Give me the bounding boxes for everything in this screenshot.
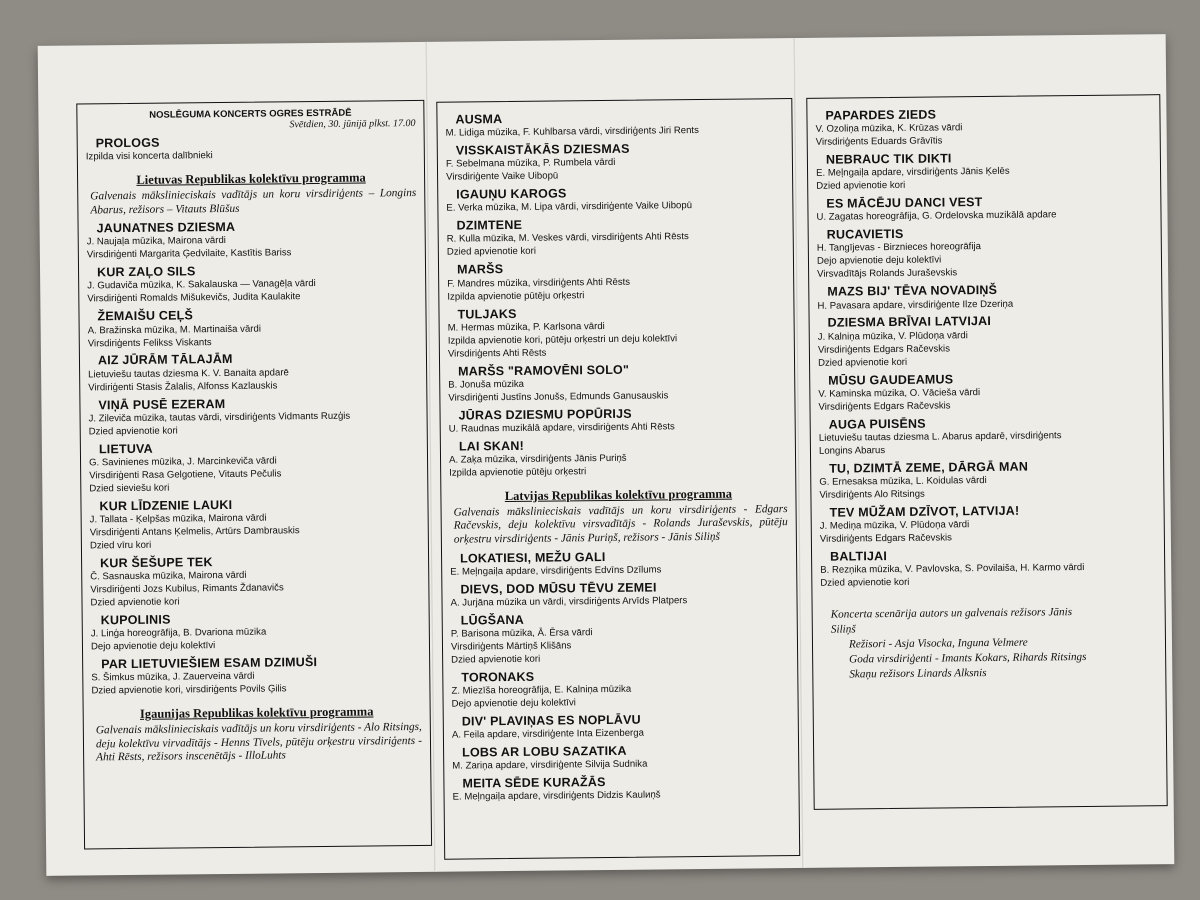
- song-credit-line: M. Hermas mūzika, P. Karlsona vārdi: [447, 320, 605, 334]
- song-credit-line: Izpilda apvienotie pūtēju orķestri: [447, 289, 585, 303]
- song-credit-line: Dzied vīru kori: [89, 539, 152, 552]
- song-credit-line: S. Šimkus mūzika, J. Zauerveina vārdi: [91, 670, 255, 684]
- credit-line: Siliņš: [830, 623, 856, 636]
- program-leaflet: [38, 34, 1175, 876]
- song-credit-line: Lietuviešu tautas dziesma L. Abarus apdarē, virsdiriģents: [818, 430, 1062, 444]
- song-title: KUR ŠEŠUPE TEK: [100, 554, 213, 571]
- song-credit-line: F. Mandres mūzika, virsdiriģents Ahti Rēsts: [447, 276, 631, 290]
- panel-middle: [436, 98, 800, 860]
- song-credit-line: Virsdiriģents Mārtiņš Klišāns: [450, 640, 572, 653]
- section-heading: Lietuvas Republikas kolektīvu programma: [136, 170, 366, 188]
- song-credit-line: U. Zagatas horeogrāfija, G. Ordelovska muzikālā apdare: [816, 209, 1057, 224]
- song-credit-line: Dejo apvienotie deju kolektīvi: [816, 254, 942, 268]
- song-credit-line: P. Barisona mūzika, Ā. Ērsa vārdi: [450, 627, 593, 640]
- song-credit-line: J. Naujaļa mūzika, Maironа vārdi: [86, 235, 226, 248]
- song-credit-line: E. Meļngaiļa apdare, virsdiriģents Didzis Kaulиņš: [452, 789, 661, 803]
- song-title: MAZS BIJ' TĒVA NOVADIŅŠ: [827, 283, 998, 300]
- song-credit-line: Virsdiriģenti Jozs Kubilus, Rimants Ždanavičs: [90, 582, 284, 596]
- song-credit-line: Virsdiriģenti Margarita Ģedvilaite, Kastītis Bariss: [86, 247, 292, 261]
- program-list: [815, 106, 1156, 590]
- song-credit-line: J. Kalniņa mūzika, V. Plūdoņa vārdi: [817, 329, 968, 343]
- song-credit-line: Virsdiriģents Edgars Račevskis: [818, 400, 951, 413]
- song-credit-line: B. Jonuša mūzika: [448, 378, 525, 391]
- song-title: MEITA SĒDE KURAŽĀS: [462, 775, 606, 791]
- song-credit-line: Z. Miezīša horeogrāfija, E. Kalniņa mūzika: [451, 683, 632, 697]
- song-credit-line: Longins Abarus: [818, 444, 886, 457]
- song-credit-line: J. Zilevičа mūzika, tautas vārdi, virsdiriģents Vidmants Ruzģis: [88, 410, 351, 425]
- song-credit-line: H. Pavasara apdare, virsdiriģente Ilze Dzeriņa: [817, 298, 1014, 312]
- song-title: NEBRAUC TIK DIKTI: [825, 151, 952, 167]
- section-description: Galvenais mākslinieciskais vadītājs un koru virsdiriģents – Longins Abarus, režisors – Vitauts Blūšus: [90, 187, 417, 217]
- song-credit-line: J. Linģa horeogrāfija, B. Dvariona mūzika: [90, 626, 267, 640]
- song-credit-line: M. Zariņa apdare, virsdiriģente Silvija Sudnika: [452, 758, 648, 772]
- song-credit-line: Dejo apvienotie deju kolektīvi: [90, 640, 216, 653]
- credits: [821, 604, 1158, 683]
- song-credit-line: Virdiriģenti Stasis Žalalis, Alfonss Kazlauskis: [88, 380, 278, 394]
- song-credit-line: Virsdiriģents Eduards Grāvītis: [815, 135, 943, 148]
- song-credit-line: B. Rezņika mūzika, V. Pavlovska, S. Povilaiša, H. Karmo vārdi: [820, 562, 1085, 576]
- song-title: TORONAKS: [461, 669, 535, 685]
- song-credit-line: Dzied apvienotie kori: [446, 246, 536, 259]
- song-credit-line: Č. Sasnauska mūzika, Maironа vārdi: [90, 569, 247, 583]
- panel-right: [806, 94, 1167, 810]
- song-title: BALTIJAI: [830, 549, 888, 564]
- section-description: Galvenais mākslinieciskais vadītājs un koru virsdiriģents - Alo Ritsings, deju kolektīvu virvadītājs - Henns Tīvels, pūtēju orķestru virsdiriģents - Ahti Rēsts, režisors inscenētājs - IlloLuhts: [95, 721, 423, 764]
- song-credit-line: Virsvadītājs Rolands Juraševskis: [817, 267, 958, 281]
- song-credit-line: A. Bražinska mūzika, M. Martinaiša vārdi: [87, 323, 261, 336]
- song-title: LOBS AR LOBU SAZATIKA: [462, 743, 627, 760]
- song-credit-line: G. Savinienes mūzika, J. Marcinkeviča vārdi: [88, 455, 277, 469]
- song-title: DZIMTENE: [456, 218, 523, 233]
- song-credit-line: Virsdiriģents Edgars Račevskis: [817, 342, 951, 356]
- song-credit-line: A. Jurjāna mūzika un vārdi, virsdiriģents Arvīds Platpers: [450, 594, 688, 609]
- section-description: Galvenais mākslinieciskais vadītājs un koru virsdiriģents - Edgars Račevskis, deju kolektīvu virsvadītājs - Rolands Juraševskis, pūtēju orķestru virsdiriģents - Jānis Puriņš, režisors - Jānis Siliņš: [453, 502, 788, 546]
- credit-line: Režisori - Asja Visocka, Inguna Velmere: [848, 636, 1028, 651]
- song-credit-line: H. Tangījevas - Birznieces horeogrāfija: [816, 241, 981, 255]
- song-credit-line: R. Kulla mūzika, M. Veskes vārdi, virsdiriģents Ahti Rēsts: [446, 231, 689, 246]
- song-title: ŽEMAIŠU CEĻŠ: [97, 308, 194, 324]
- song-credit-line: Virsdiriģents Alo Ritsings: [819, 488, 925, 501]
- song-credit-line: Izpilda visi koncerta dalībnieki: [85, 150, 213, 163]
- song-title: LOKATIESI, MEŽU GALI: [459, 549, 606, 566]
- song-title: MŪSU GAUDEAMUS: [828, 371, 954, 388]
- song-credit-line: Lietuviešu tautas dziesma K. V. Banaita apdarē: [88, 366, 289, 381]
- song-credit-line: Virsdiriģente Vaike Uiboрū: [446, 170, 559, 183]
- song-credit-line: Izpilda apvienotie kori, pūtēju orķestri un deju kolektīvi: [447, 332, 678, 347]
- song-credit-line: Dzied apvienotie kori: [817, 356, 908, 369]
- song-title: LŪGŠANA: [460, 612, 525, 628]
- song-title: KUPOLINIS: [100, 612, 171, 628]
- song-credit-line: Izpilda apvienotie pūtēju orķestri: [449, 466, 587, 479]
- section-heading: Latvijas Republikas kolektīvu programma: [504, 486, 733, 503]
- song-credit-line: E. Meļngaiļa apdare, virsdiriģents Edvīns Dzīlums: [450, 564, 662, 578]
- program-list: [445, 110, 790, 804]
- song-title: AUGA PUISĒNS: [828, 416, 926, 432]
- song-credit-line: Dzied apvienotie kori: [90, 596, 180, 609]
- song-title: TULJAKS: [457, 306, 517, 322]
- song-title: PAR LIETUVIEŠIEM ESAM DZIMUŠI: [101, 655, 318, 672]
- song-credit-line: Dzied apvienotie kori, virsdiriģents Povils Ģilis: [91, 683, 287, 697]
- song-credit-line: J. Tallata - Ķelpšas mūzika, Maironа vārdi: [89, 512, 267, 526]
- song-credit-line: J. Mediņa mūzika, V. Plūdoņa vārdi: [819, 519, 970, 532]
- concert-header: NOSLĒGUMA KONCERTS OGRES ESTRĀDĒ: [149, 107, 352, 121]
- song-credit-line: A. Zaķa mūzika, virsdiriģents Jānis Puriņš: [448, 452, 627, 466]
- song-title: AIZ JŪRĀM TĀLAJĀM: [97, 352, 233, 368]
- song-title: TU, DZIMTĀ ZEME, DĀRGĀ MAN: [829, 459, 1029, 476]
- song-credit-line: Virsdiriģents Ahti Rēsts: [447, 347, 547, 360]
- song-title: JŪRAS DZIESMU POPŪRIJS: [458, 406, 632, 423]
- song-credit-line: Virsdiriģenti Antans Ķelmelis, Artūrs Dambrauskis: [89, 525, 300, 539]
- song-title: RUCAVIETIS: [826, 227, 904, 242]
- program-list: [86, 134, 423, 765]
- song-credit-line: Dzied apvienotie kori: [820, 576, 910, 589]
- song-credit-line: V. Kaminska mūzika, O. Vācieša vārdi: [818, 386, 981, 400]
- song-credit-line: Virsdiriģenti Romalds Mišukevičs, Judita Kaulakite: [87, 291, 301, 305]
- song-credit-line: Dzied sieviešu kori: [89, 482, 170, 495]
- song-credit-line: Dejo apvienotie deju kolektīvi: [451, 697, 576, 710]
- song-title: LAI SKAN!: [458, 438, 524, 454]
- credit-line: Goda virsdiriģenti - Imants Kokars, Rihards Ritsings: [849, 651, 1087, 666]
- song-title: VISSKAISTĀKĀS DZIESMAS: [455, 141, 630, 158]
- song-credit-line: Dzied apvienotie kori: [451, 653, 541, 666]
- song-title: DIV' PLAVIŅAS ES NOPLĀVU: [461, 712, 641, 729]
- song-title: KUR ZAĻO SILS: [96, 264, 196, 280]
- song-credit-line: V. Ozoliņa mūzika, K. Krūzas vārdi: [815, 122, 963, 135]
- song-credit-line: J. Gudavičа mūzika, K. Sakalauska — Vanagēļa vārdi: [87, 278, 316, 292]
- panel-left: [76, 100, 432, 850]
- section-heading: Igaunijas Republikas kolektīvu programma: [139, 704, 374, 721]
- song-title: PROLOGS: [95, 135, 160, 151]
- song-title: LIETUVA: [98, 441, 153, 456]
- song-credit-line: F. Sebelmana mūzika, P. Rumbela vārdi: [445, 157, 616, 170]
- song-credit-line: Virsdiriģenti Rasa Gelgotiene, Vitauts Pečulis: [89, 468, 282, 482]
- song-credit-line: G. Ernesaksa mūzika, L. Koidulas vārdi: [819, 474, 987, 488]
- song-title: ES MĀCĒJU DANCI VEST: [826, 195, 983, 211]
- song-credit-line: Dzied apvienotie kori: [816, 180, 906, 192]
- song-credit-line: Dzied apvienotie kori: [88, 425, 178, 438]
- song-title: AUSMA: [455, 112, 503, 127]
- song-credit-line: M. Lidiga mūzika, F. Kuhlbarsa vārdi, virsdiriģents Jiri Rents: [445, 125, 699, 139]
- song-credit-line: Virsdiriģenti Justīns Jonušs, Edmunds Ganusauskis: [448, 390, 669, 404]
- song-credit-line: A. Feila apdare, virsdiriģente Inta Eizenberga: [451, 727, 644, 741]
- song-title: KUR LĪDZENIE LAUKI: [99, 497, 233, 514]
- song-credit-line: E. Meļngaiļa apdare, virsdiriģents Jānis Ķelēs: [816, 165, 1010, 180]
- song-title: DZIESMA BRĪVAI LATVIJAI: [827, 314, 992, 331]
- credit-line: Skaņu režisors Linards Alksnis: [849, 667, 987, 681]
- concert-date: Svētdien, 30. jūnijā plkst. 17.00: [289, 117, 416, 131]
- credit-line: Koncerta scenārija autors un galvenais režisors Jānis: [830, 606, 1073, 621]
- song-credit-line: Virsdiriģents Felikss Viskants: [87, 336, 212, 349]
- song-credit-line: E. Verka mūzika, M. Lipa vārdi, virsdiriģente Vaike Uiboрū: [446, 200, 693, 214]
- song-credit-line: U. Raudnas muzikālā apdare, virsdiriģents Ahti Rēsts: [448, 421, 675, 435]
- song-title: DIEVS, DOD MŪSU TĒVU ZEMEI: [460, 580, 657, 597]
- song-title: VIŅĀ PUSĒ EZERAM: [98, 396, 226, 412]
- song-title: MARŠS: [456, 262, 504, 277]
- song-title: JAUNATNES DZIESMA: [96, 220, 236, 236]
- song-title: MARŠS "RAMOVĒNI SOLO": [458, 362, 630, 379]
- song-title: IGAUŅU KAROGS: [456, 186, 567, 202]
- song-credit-line: Virsdiriģents Edgars Račevskis: [819, 532, 953, 545]
- song-title: PAPARDES ZIEDS: [825, 107, 937, 123]
- song-title: TEV MŪŽAM DZĪVOT, LATVIJA!: [829, 503, 1020, 520]
